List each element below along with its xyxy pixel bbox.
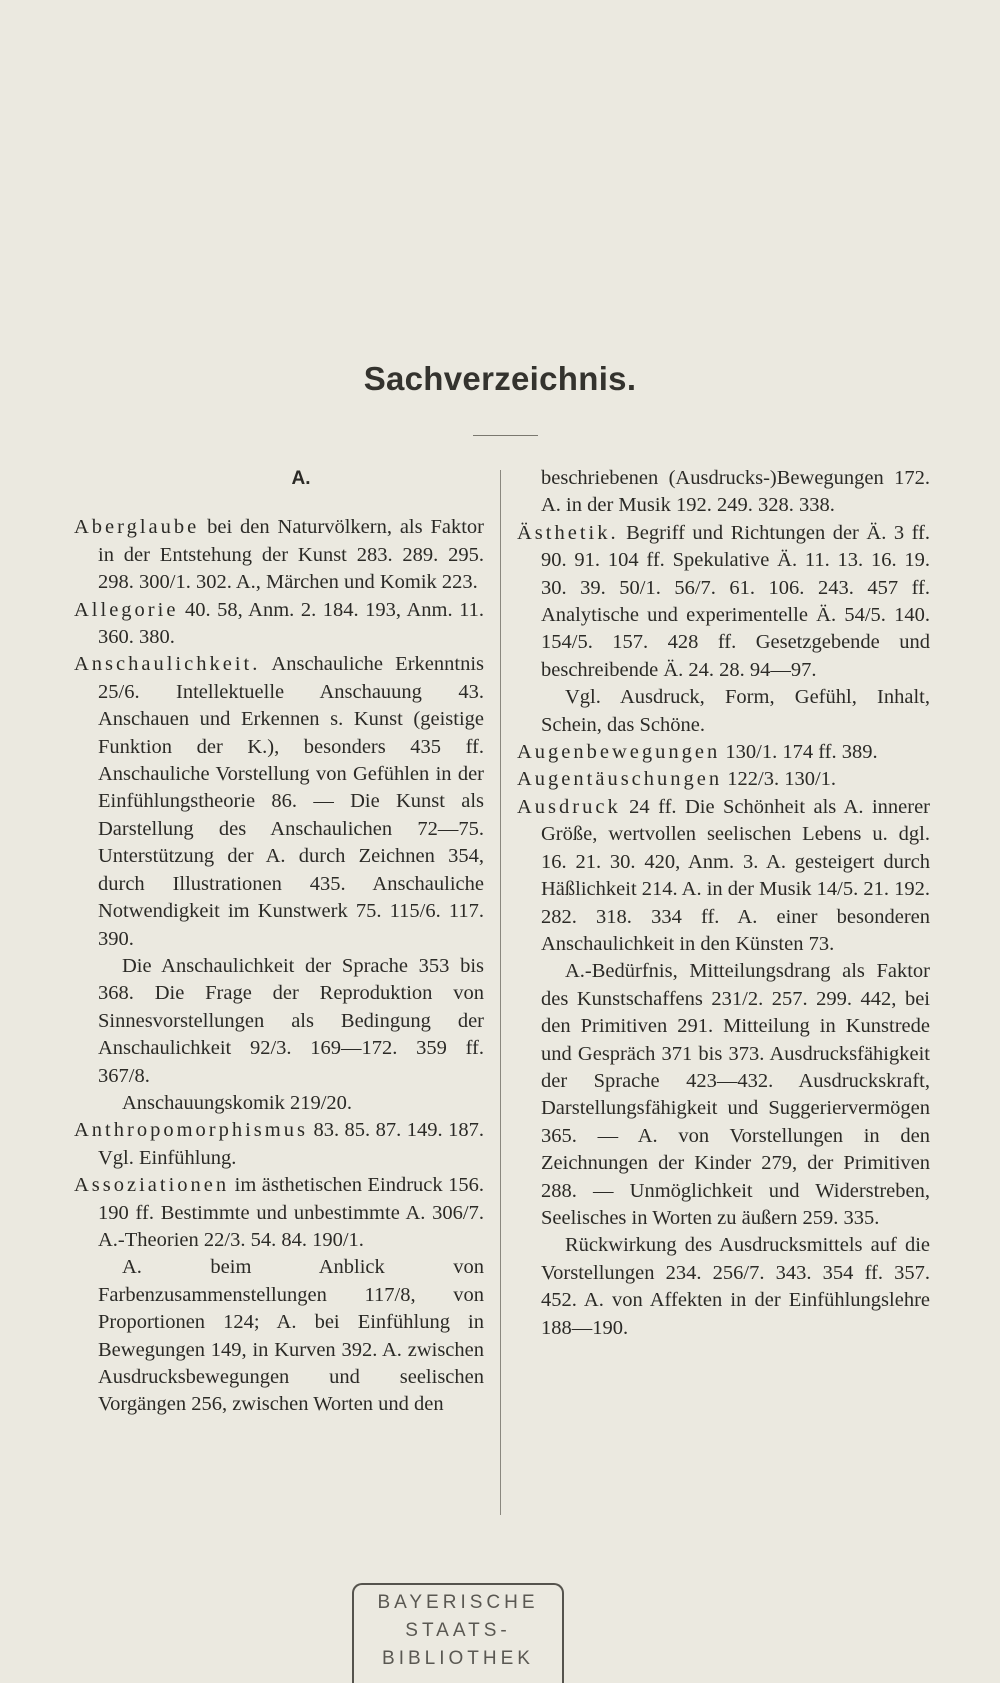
index-keyword: Augentäuschungen [517, 768, 723, 791]
index-text: Anschauliche Erkenntnis 25/6. Intellektuelle Anschauung 43. Anschauen und Erkennen s. Kunst (geistige Funktion der K.), besonders 435 ff. Anschauliche Vorstellung von Gefühlen in der Einfühlungstheorie 86. — Die Kunst als Darstellung des Anschaulichen 72—75. Unterstützung der A. durch Zeichnen 354, durch Illustrationen 435. Anschauliche Notwendigkeit im Kunstwerk 75. 115/6. 117. 390. [98, 653, 484, 950]
index-keyword: Allegorie [74, 598, 179, 621]
index-entry [517, 1232, 930, 1342]
stamp-line: BIBLIOTHEK [382, 1648, 534, 1669]
index-entry [517, 520, 930, 684]
index-keyword: Augenbewegungen [517, 741, 721, 764]
index-entry [517, 465, 930, 520]
index-entry [74, 651, 484, 952]
section-letter: A. [291, 468, 311, 489]
index-entry [517, 684, 930, 739]
right-column [517, 465, 930, 1342]
title-rule [473, 435, 538, 436]
index-text: A. beim Anblick von Farbenzusammenstellungen 117/8, von Proportionen 124; A. bei Einfühlung in Bewegungen 149, in Kurven 392. A. zwischen Ausdrucksbewegungen und seelischen Vorgängen 256, zwischen Worten und den [98, 1256, 484, 1416]
index-entry [517, 794, 930, 958]
column-divider [500, 470, 501, 1515]
index-entry [74, 514, 484, 596]
index-text: 40. 58, Anm. 2. 184. 193, Anm. 11. 360. 380. [98, 598, 484, 649]
index-keyword: Ausdruck [517, 795, 621, 818]
index-text: A.-Bedürfnis, Mitteilungsdrang als Faktor des Kunstschaffens 231/2. 257. 299. 442, bei den Primitiven 291. Mitteilung in Kunstrede und Gespräch 371 bis 373. Ausdrucksfähigkeit der Sprache 423—432. Ausdruckskraft, Darstellungsfähigkeit und Suggeriervermögen 365. — A. von Vorstellungen in den Zeichnungen der Kinder 279, der Primitiven 288. — Unmöglichkeit und Widerstreben, Seelisches in Worten zu äußern 259. 335. [541, 960, 930, 1229]
index-text: beschriebenen (Ausdrucks-)Bewegungen 172. A. in der Musik 192. 249. 328. 338. [541, 467, 930, 517]
index-entry [74, 953, 484, 1090]
index-text: Begriff und Richtungen der Ä. 3 ff. 90. 91. 104 ff. Spekulative Ä. 11. 13. 16. 19. 30. 39. 50/1. 56/7. 61. 106. 243. 457 ff. Analytische und experimentelle Ä. 54/5. 140. 154/5. 157. 428 ff. Gesetzgebende und beschreibende Ä. 24. 28. 94—97. [541, 521, 930, 681]
stamp-line: STAATS- [405, 1620, 511, 1641]
index-text: Anschauungskomik 219/20. [122, 1091, 353, 1114]
index-entry [74, 1254, 484, 1418]
index-entry [74, 597, 484, 652]
index-text: bei den Naturvölkern, als Faktor in der Entstehung der Kunst 283. 289. 295. 298. 300/1. 302. A., Märchen und Komik 223. [98, 516, 484, 594]
index-keyword: Anthropomorphismus [74, 1119, 308, 1142]
index-keyword: Ästhetik. [517, 521, 619, 544]
index-text: im ästhetischen Eindruck 156. 190 ff. Bestimmte und unbestimmte A. 306/7. A.-Theorien 22/3. 54. 84. 190/1. [98, 1174, 484, 1251]
index-keyword: Anschaulichkeit. [74, 653, 261, 676]
page-title: Sachverzeichnis. [363, 360, 637, 397]
index-text: Rückwirkung des Ausdrucksmittels auf die Vorstellungen 234. 256/7. 343. 354 ff. 357. 452. A. von Affekten in der Einfühlungslehre 188—190. [541, 1234, 930, 1339]
index-entry [74, 1172, 484, 1254]
index-entry [517, 739, 930, 766]
index-text: 24 ff. Die Schönheit als A. innerer Größe, wertvollen seelischen Lebens u. dgl. 16. 21. 30. 420, Anm. 3. A. gesteigert durch Häßlichkeit 214. A. in der Musik 14/5. 21. 192. 282. 318. 334 ff. A. einer besonderen Anschaulichkeit in den Künsten 73. [541, 795, 930, 955]
index-entry [517, 958, 930, 1232]
index-text: Die Anschaulichkeit der Sprache 353 bis 368. Die Frage der Reproduktion von Sinnesvorstellungen als Bedingung der Anschaulichkeit 92/3. 169—172. 359 ff. 367/8. [98, 954, 484, 1087]
library-stamp [352, 1583, 564, 1683]
index-text: 130/1. 174 ff. 389. [720, 741, 878, 764]
index-entry [74, 1117, 484, 1172]
index-text: 122/3. 130/1. [722, 768, 837, 791]
index-entry [517, 766, 930, 793]
index-keyword: Aberglaube [74, 516, 200, 539]
index-entry [74, 1090, 484, 1117]
index-text: 83. 85. 87. 149. 187. Vgl. Einfühlung. [98, 1119, 484, 1169]
index-keyword: Assoziationen [74, 1174, 230, 1197]
index-text: Vgl. Ausdruck, Form, Gefühl, Inhalt, Schein, das Schöne. [541, 686, 930, 736]
left-column [74, 465, 484, 1419]
stamp-line: BAYERISCHE [377, 1592, 539, 1613]
